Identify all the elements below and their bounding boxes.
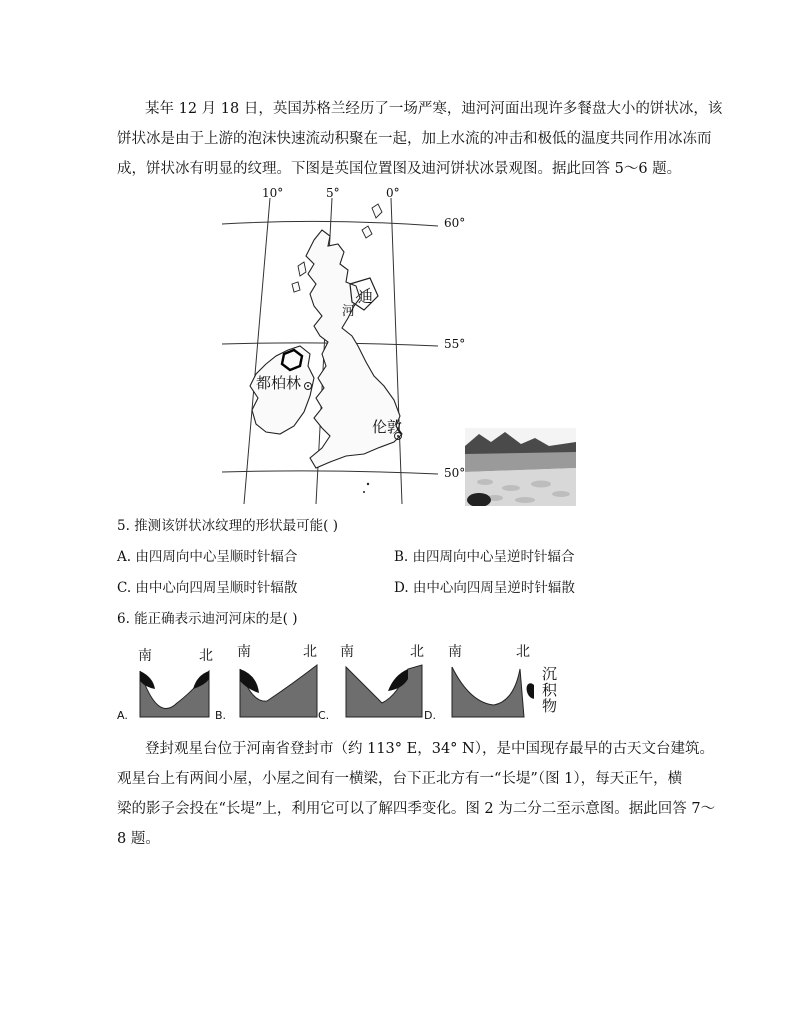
lat-label-55: 55° [444, 337, 466, 351]
option-label-a: A. [117, 709, 128, 722]
photo-svg [465, 428, 576, 506]
intro-line: 某年 12 月 18 日，英国苏格兰经历了一场严寒，迪河河面出现许多餐盘大小的饼状冰，该 [145, 101, 723, 117]
riverbed-svg [318, 645, 428, 725]
q5-option-c[interactable]: C. 由中心向四周呈顺时针辐散 [117, 580, 298, 596]
city-dublin-label: 都柏林 [256, 374, 302, 392]
pancake-ice-photo [465, 428, 576, 506]
q5-stem: 5. 推测该饼状冰纹理的形状最可能( ) [117, 518, 338, 534]
city-london-label: 伦敦 [372, 418, 403, 436]
lon-label-0: 0° [386, 186, 400, 200]
river-dee-label-1: 迪 [358, 288, 374, 306]
option-label-b: B. [215, 709, 227, 722]
south-label: 南 [340, 644, 354, 660]
lon-label-5: 5° [326, 186, 340, 200]
north-label: 北 [516, 644, 530, 660]
lat-label-60: 60° [444, 216, 466, 230]
q6-stem: 6. 能正确表示迪河河床的是( ) [117, 611, 298, 627]
north-label: 北 [303, 644, 317, 660]
south-label: 南 [138, 648, 152, 664]
intro2-line: 登封观星台位于河南省登封市（约 113° E，34° N），是中国现存最早的古天文台建筑。 [145, 741, 714, 757]
intro2-paragraph [117, 734, 716, 854]
q5-option-a[interactable]: A. 由四周向中心呈顺时针辐合 [117, 549, 298, 565]
uk-location-map [218, 186, 480, 508]
q5-option-d[interactable]: D. 由中心向四周呈逆时针辐散 [394, 580, 575, 596]
intro-line: 饼状冰是由于上游的泡沫快速流动积聚在一起，加上水流的冲击和极低的温度共同作用冰冻而 [117, 131, 712, 147]
intro-paragraph [117, 94, 723, 184]
intro2-line: 梁的影子会投在“长堤”上，利用它可以了解四季变化。图 2 为二分二至示意图。据此回答 7～ [117, 801, 716, 817]
south-label: 南 [237, 644, 251, 660]
riverbed-svg [215, 645, 325, 725]
intro-line: 成，饼状冰有明显的纹理。下图是英国位置图及迪河饼状冰景观图。据此回答 5～6 题。 [117, 161, 682, 177]
lat-label-50: 50° [444, 466, 466, 480]
north-label: 北 [199, 648, 213, 664]
river-dee-label-2: 河 [342, 304, 356, 319]
riverbed-svg [117, 645, 227, 725]
intro2-line: 观星台上有两间小屋，小屋之间有一横梁，台下正北方有一“长堤”（图 1），每天正午，横 [117, 771, 683, 787]
south-label: 南 [448, 644, 462, 660]
q5-option-b[interactable]: B. 由四周向中心呈逆时针辐合 [394, 549, 575, 565]
sediment-label-1: 沉 [542, 665, 558, 683]
map-svg [218, 186, 480, 508]
option-label-c: C. [318, 709, 330, 722]
option-label-d: D. [424, 709, 436, 722]
north-label: 北 [410, 644, 424, 660]
sediment-label-3: 物 [542, 697, 558, 715]
lon-label-10: 10° [262, 186, 284, 200]
sediment-label-2: 积 [542, 681, 558, 699]
riverbed-svg [424, 645, 534, 725]
intro2-line: 8 题。 [117, 831, 160, 847]
